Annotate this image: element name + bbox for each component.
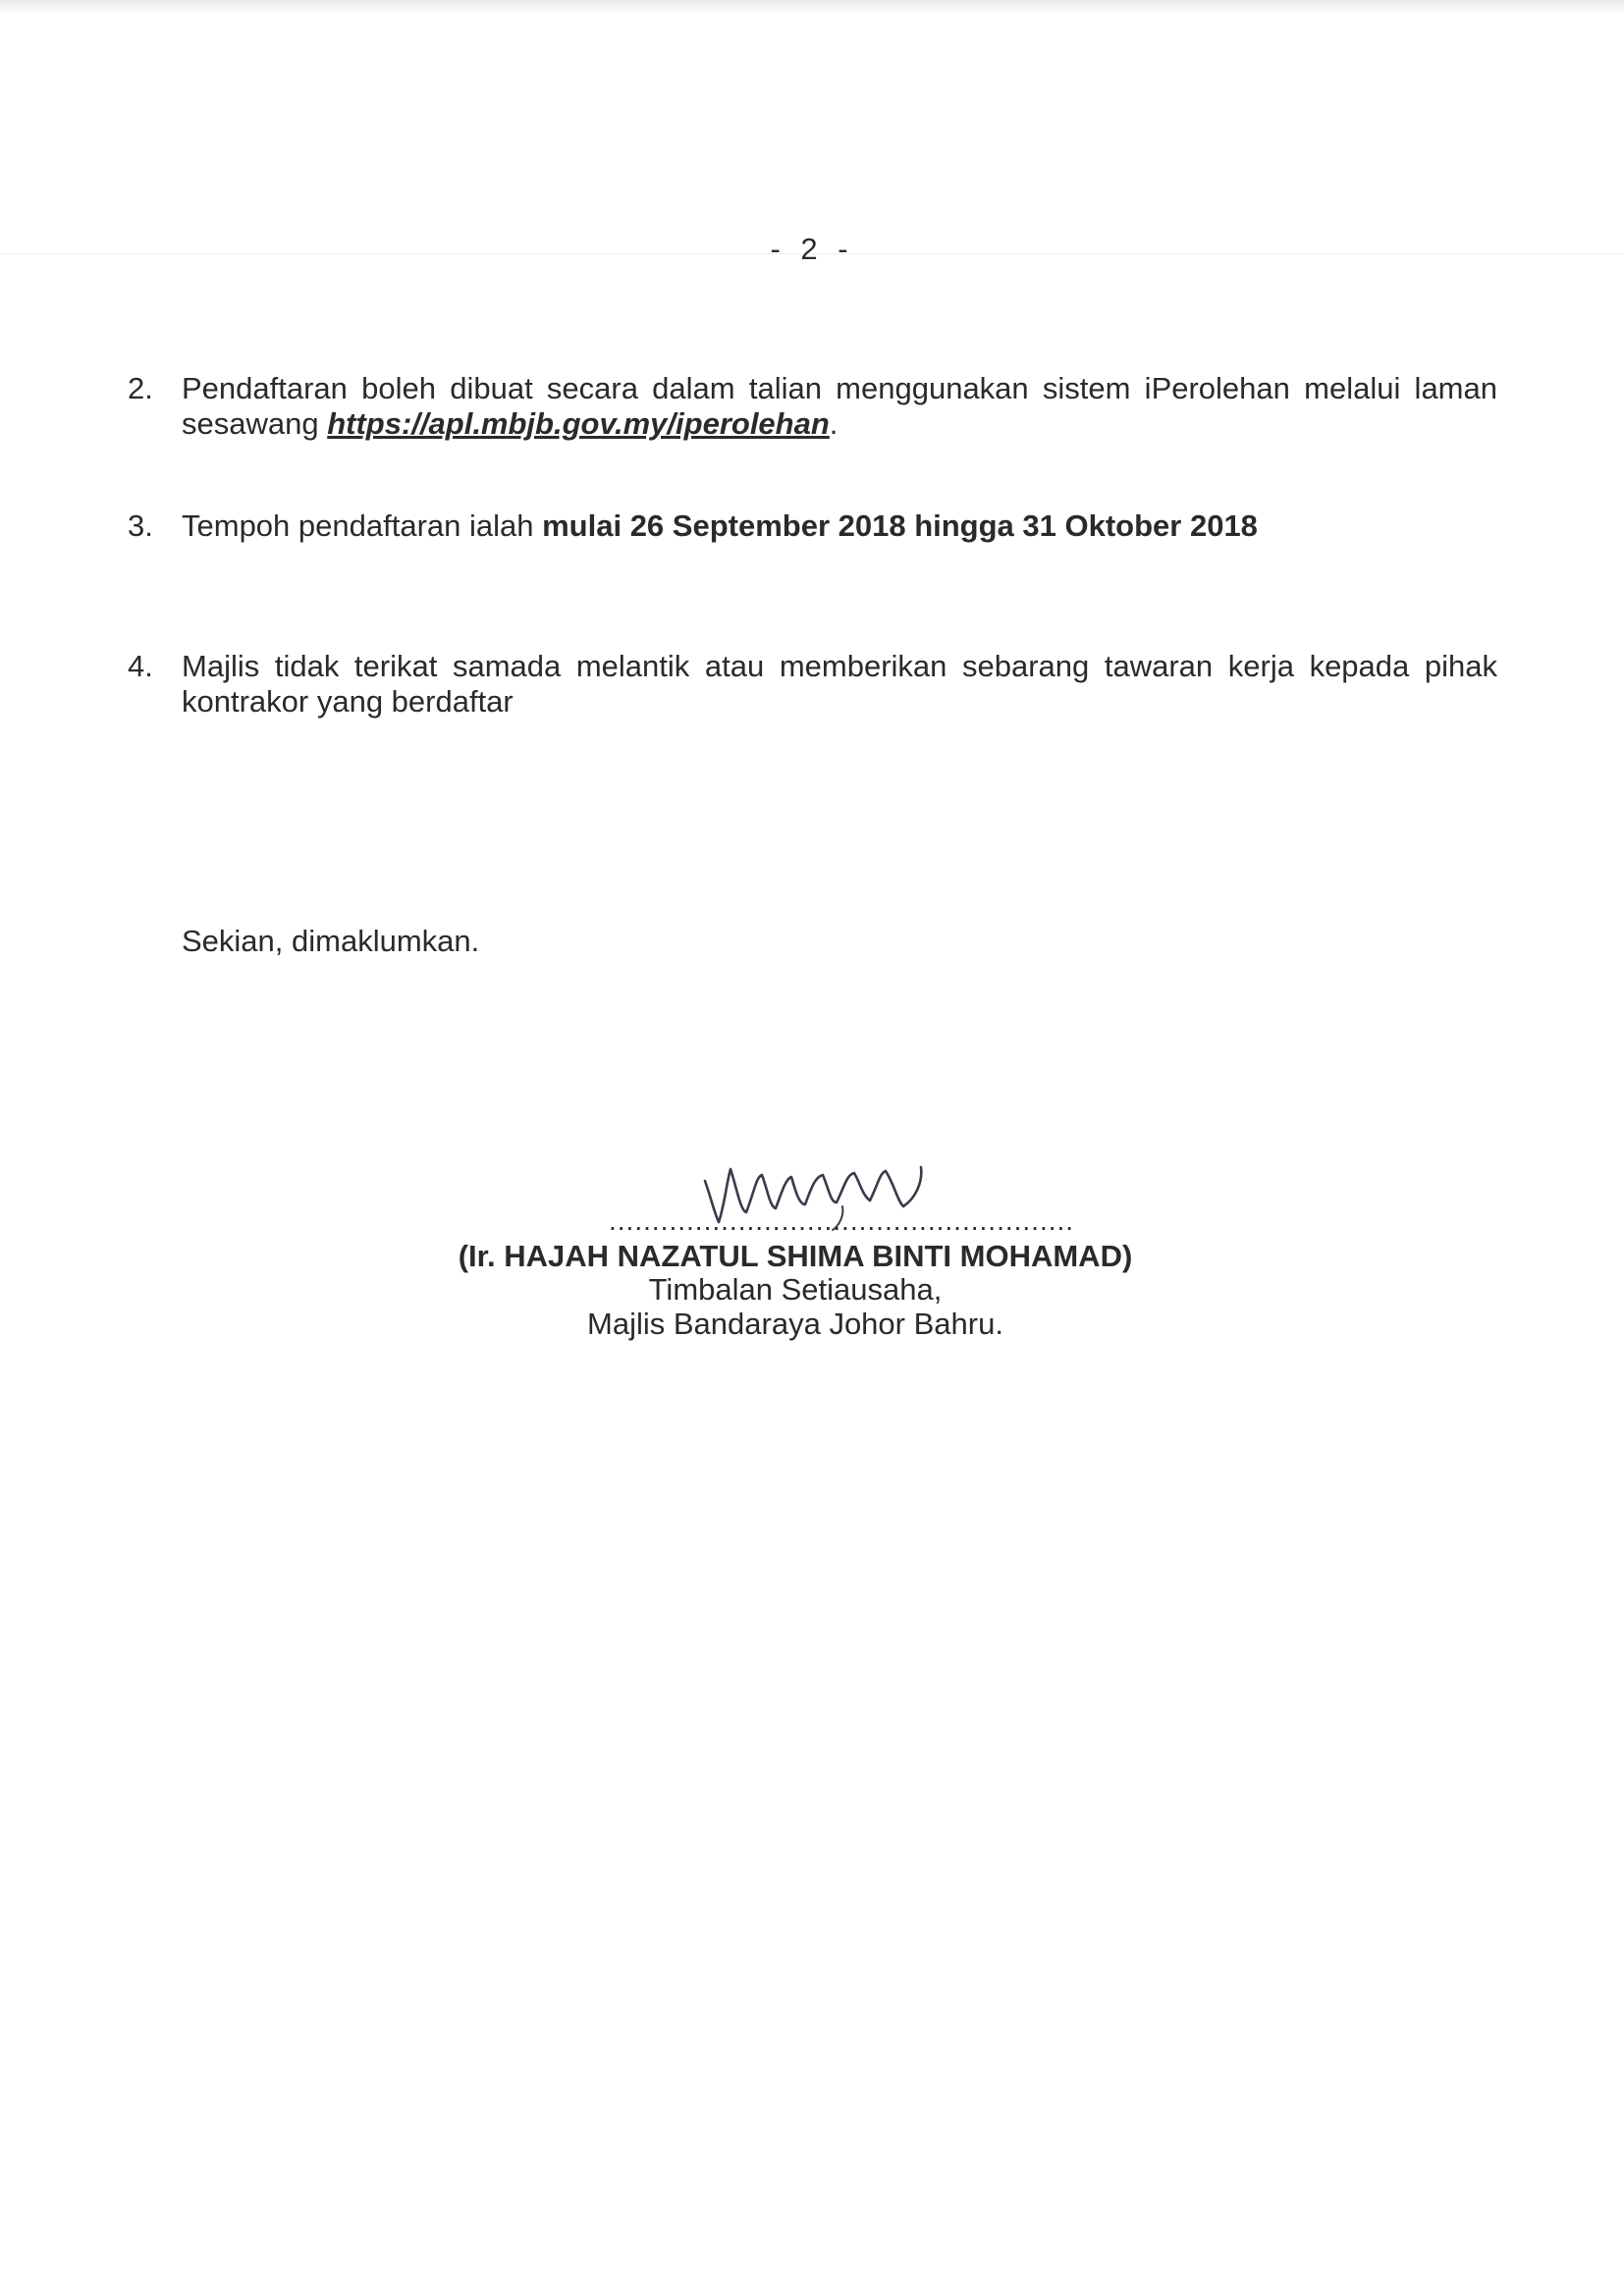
closing-text: Sekian, dimaklumkan. [182,924,480,958]
signature-line: ...................................................... [609,1205,1075,1236]
paragraph-number: 4. [128,649,153,683]
paragraph-number: 3. [128,508,153,543]
paragraph-text: Majlis tidak terikat samada melantik atau memberikan sebarang tawaran kerja kepada pihak kontrakor yang berdaftar [182,649,1497,719]
signatory-organization: Majlis Bandaraya Johor Bahru. [587,1307,1003,1341]
signatory-name: (Ir. HAJAH NAZATUL SHIMA BINTI MOHAMAD) [458,1239,1133,1273]
paragraph-2 [128,371,1497,442]
registration-period: mulai 26 September 2018 hingga 31 Oktober 2018 [542,508,1258,543]
page-number: - 2 - [770,232,854,266]
iperolehan-link[interactable]: https://apl.mbjb.gov.my/iperolehan [327,406,830,441]
paragraph-text: Tempoh pendaftaran ialah mulai 26 September 2018 hingga 31 Oktober 2018 [182,508,1258,543]
scan-edge [0,0,1624,14]
paragraph-number: 2. [128,371,153,405]
paragraph-text: Pendaftaran boleh dibuat secara dalam talian menggunakan sistem iPerolehan melalui laman sesawang https://apl.mbjb.gov.my/iperolehan. [182,371,1497,441]
signatory-title: Timbalan Setiausaha, [648,1272,943,1307]
paragraph-4 [128,649,1497,720]
paragraph-3 [128,508,1497,544]
